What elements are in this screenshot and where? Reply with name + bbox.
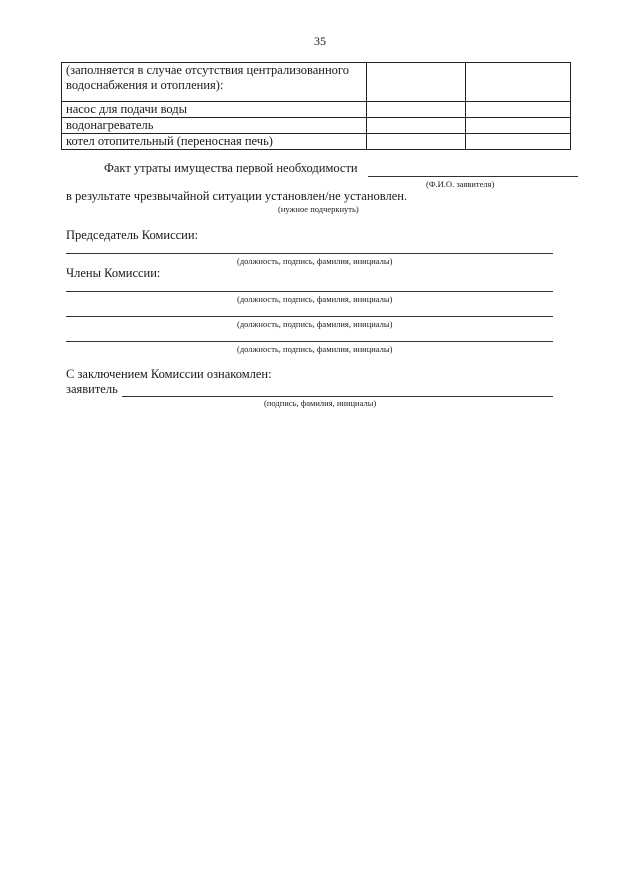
items-table [61,62,571,150]
chairman-signature-line[interactable] [66,253,553,254]
table-cell-empty [466,102,571,118]
underline-hint: (нужное подчеркнуть) [278,204,359,214]
table-cell-empty [466,118,571,134]
member-signature-line[interactable] [66,291,553,292]
member-hint: (должность, подпись, фамилия, инициалы) [237,294,393,304]
table-item-cell: водонагреватель [62,118,367,134]
page-number: 35 [314,34,326,48]
table-cell-empty [367,63,466,102]
conclusion-text: С заключением Комиссии ознакомлен: [66,367,272,381]
table-row [62,118,571,134]
table-item-cell: насос для подачи воды [62,102,367,118]
member-signature-line[interactable] [66,316,553,317]
chairman-hint: (должность, подпись, фамилия, инициалы) [237,256,393,266]
applicant-signature-line[interactable] [122,396,553,397]
member-signature-line[interactable] [66,341,553,342]
members-label: Члены Комиссии: [66,266,161,280]
fio-field-line[interactable] [368,176,578,177]
table-cell-empty [367,118,466,134]
applicant-label: заявитель [66,382,118,396]
result-text: в результате чрезвычайной ситуации установлен/не установлен. [66,189,408,203]
member-hint: (должность, подпись, фамилия, инициалы) [237,344,393,354]
table-cell-empty [367,134,466,150]
table-item-cell: котел отопительный (переносная печь) [62,134,367,150]
table-header-cell [62,63,367,102]
table-row [62,134,571,150]
member-hint: (должность, подпись, фамилия, инициалы) [237,319,393,329]
table-cell-empty [466,134,571,150]
table-cell-empty [367,102,466,118]
table-header-text: (заполняется в случае отсутствия централизованного водоснабжения и отопления): [66,63,349,92]
applicant-hint: (подпись, фамилия, инициалы) [264,398,377,408]
table-row [62,63,571,102]
table-cell-empty [466,63,571,102]
table-row [62,102,571,118]
fio-hint: (Ф.И.О. заявителя) [426,179,495,189]
chairman-label: Председатель Комиссии: [66,228,199,242]
fact-text: Факт утраты имущества первой необходимости [104,161,358,175]
